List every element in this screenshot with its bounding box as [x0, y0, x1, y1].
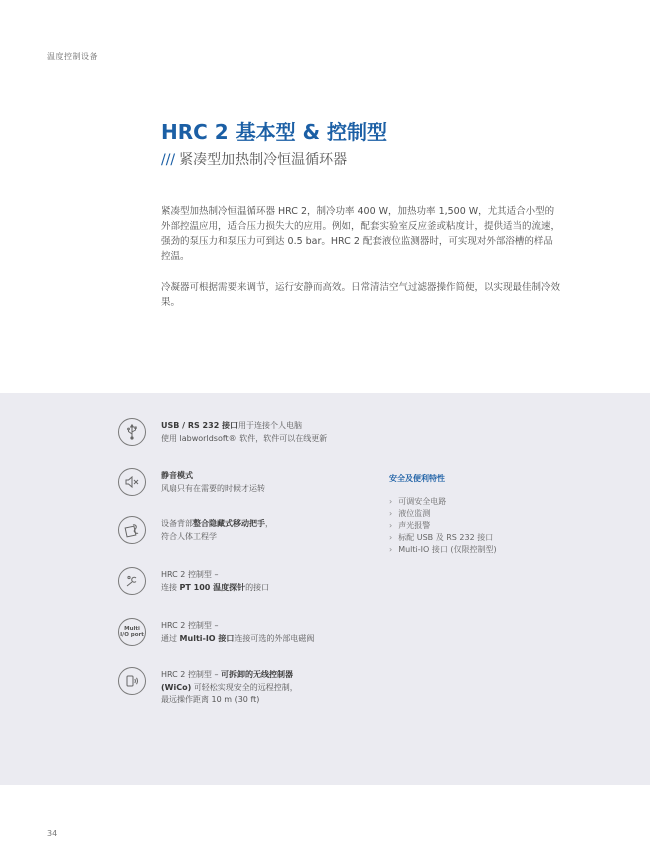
feature-silent-text	[161, 470, 381, 495]
list-item: › 液位监测	[389, 508, 497, 520]
multi-io-icon-label-1: Multi	[124, 626, 140, 632]
feature-usb-line2: 使用 labworldsoft® 软件，软件可以在线更新	[161, 433, 328, 443]
usb-icon	[118, 418, 146, 446]
feature-multi-io-line1: HRC 2 控制型 –	[161, 621, 219, 630]
safety-features-list	[389, 496, 497, 556]
subtitle-text: 紧凑型加热制冷恒温循环器	[179, 152, 348, 168]
feature-wireless-line1-pre: HRC 2 控制型 –	[161, 670, 222, 679]
feature-handle-text	[161, 518, 381, 543]
feature-pt100-post: 的接口	[245, 582, 270, 592]
feature-usb-text	[161, 420, 381, 445]
feature-handle-post: ，	[265, 519, 273, 528]
feature-wireless-text	[161, 669, 381, 707]
feature-multi-io-post: 连接可选的外部电磁阀	[234, 633, 315, 643]
page-number: 34	[47, 829, 58, 838]
feature-pt100-line1: HRC 2 控制型 –	[161, 570, 219, 579]
feature-wireless-line2-bold: (WiCo)	[161, 682, 192, 692]
feature-wireless-line1-bold: 可拆卸的无线控制器	[221, 670, 294, 679]
feature-handle-pre: 设备背部	[161, 519, 193, 528]
list-item: › 可调安全电路	[389, 496, 497, 508]
feature-multi-io-pre: 通过	[161, 633, 180, 643]
temperature-probe-icon	[118, 567, 146, 595]
feature-handle-bold: 整合隐藏式移动把手	[193, 519, 265, 528]
handle-icon	[118, 516, 146, 544]
list-item: › Multi-IO 接口 (仅限控制型)	[389, 544, 497, 556]
feature-usb-bold: USB / RS 232 接口	[161, 421, 239, 430]
intro-paragraph-2: 冷凝器可根据需要来调节，运行安静而高效。日常清洁空气过滤器操作简便，以实现最佳制冷效果。	[161, 282, 561, 308]
feature-pt100-bold: PT 100 温度探针	[179, 582, 246, 592]
multi-io-icon	[118, 618, 146, 646]
multi-io-icon-label-2: I/O port	[120, 632, 144, 638]
feature-wireless-line2-rest: 可轻松实现安全的远程控制，	[191, 682, 298, 692]
feature-pt100-pre: 连接	[161, 582, 180, 592]
wireless-controller-icon	[118, 667, 146, 695]
page-subtitle	[161, 149, 347, 169]
list-item: › 声光报警	[389, 520, 497, 532]
category-header: 温度控制设备	[47, 52, 98, 61]
feature-silent-bold: 静音模式	[161, 471, 193, 480]
feature-usb-rest: 用于连接个人电脑	[238, 421, 303, 430]
intro-paragraph-1: 紧凑型加热制冷恒温循环器 HRC 2，制冷功率 400 W，加热功率 1,500 W，尤其适合小型的外部控温应用，适合压力损失大的应用。例如，配套实验室反应釜或粘度计，提供适当的流速，强劲的泵压力和泵压力可到达 0.5 bar。HRC 2 配套液位监测器时，可实现对外部浴槽的样品控温。	[161, 206, 561, 262]
feature-multi-io-bold: Multi-IO 接口	[179, 633, 235, 643]
list-item: › 标配 USB 及 RS 232 接口	[389, 532, 497, 544]
feature-silent-line2: 风扇只有在需要的时候才运转	[161, 483, 265, 493]
feature-multi-io-text	[161, 620, 381, 645]
feature-handle-line2: 符合人体工程学	[161, 531, 217, 541]
feature-wireless-line3: 最远操作距离 10 m (30 ft)	[161, 695, 260, 704]
page-title: HRC 2 基本型 & 控制型	[161, 120, 388, 144]
safety-features-title: 安全及便利特性	[389, 474, 445, 483]
subtitle-slashes: ///	[161, 152, 176, 168]
mute-speaker-icon	[118, 468, 146, 496]
feature-pt100-text	[161, 569, 381, 594]
